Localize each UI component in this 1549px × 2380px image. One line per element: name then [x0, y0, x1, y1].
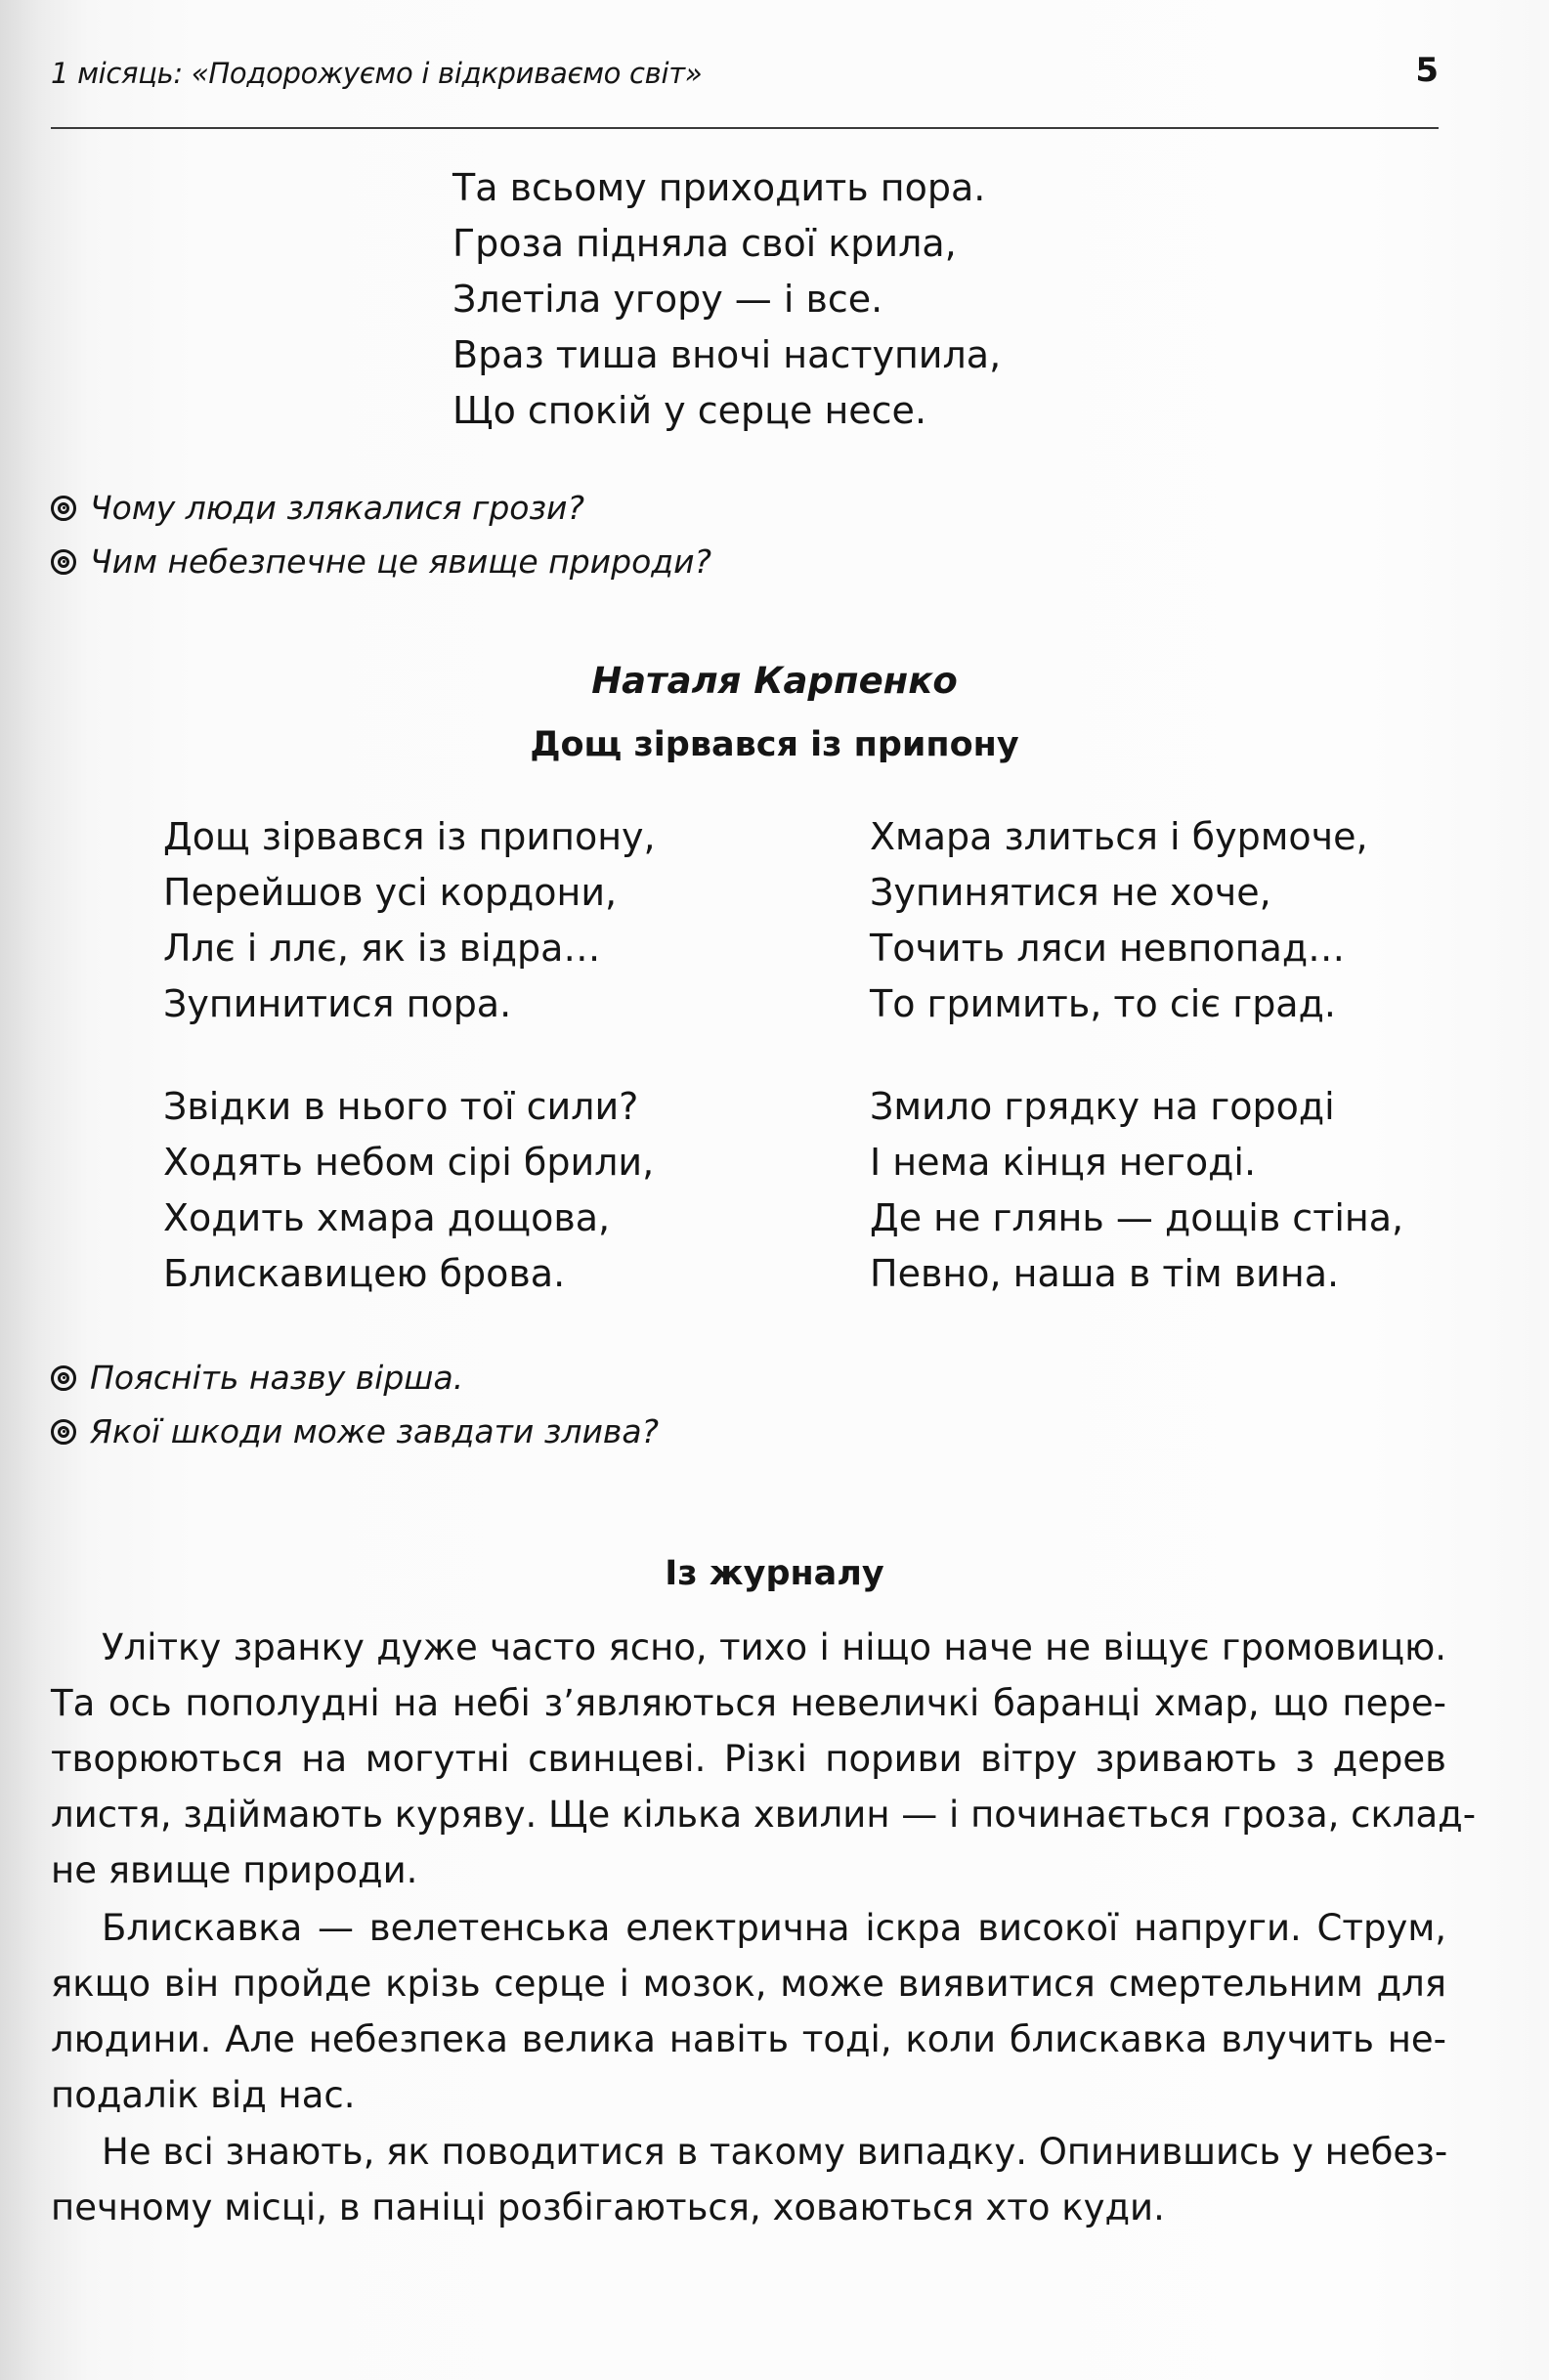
- paragraph-line: Блискавка — велетенська електрична іскра високої напруги. Струм,: [102, 1907, 1446, 1949]
- stanza-line: Змило грядку на городі: [870, 1085, 1335, 1128]
- paragraph-line: печному місці, в паніці розбігаються, ховаються хто куди.: [51, 2186, 1165, 2229]
- journal-paragraph-3: [51, 2124, 1446, 2235]
- poem-stanza-right-2: [870, 1079, 1403, 1302]
- stanza-line: Блискавицею брова.: [163, 1252, 566, 1295]
- question-target-icon: [51, 1419, 76, 1445]
- question-text: Поясніть назву вірша.: [90, 1359, 464, 1397]
- paragraph-line: не явище природи.: [51, 1849, 418, 1891]
- question-text: Чим небезпечне це явище природи?: [90, 542, 712, 581]
- paragraph-line: якщо він пройде крізь серце і мозок, може виявитися смертельним для: [51, 1963, 1446, 2005]
- question-item: [51, 1359, 463, 1397]
- poem-author: Наталя Карпенко: [591, 660, 958, 702]
- stanza-line: Де не глянь — дощів стіна,: [870, 1196, 1404, 1239]
- stanza-line: Звідки в нього тої сили?: [163, 1085, 639, 1128]
- journal-paragraph-1: [51, 1620, 1477, 1898]
- page-header: [51, 51, 1439, 109]
- paragraph-line: подалік від нас.: [51, 2074, 356, 2116]
- poem-title: Дощ зірвався із припону: [530, 725, 1019, 764]
- stanza-line: Ллє і ллє, як із відра…: [163, 927, 601, 970]
- running-title: 1 місяць: «Подорожуємо і відкриваємо світ»: [51, 57, 703, 90]
- poem-stanza-right-1: [870, 809, 1368, 1032]
- question-text: Чому люди злякалися грози?: [90, 489, 585, 527]
- question-target-icon: [51, 1365, 76, 1391]
- stanza-line: Зупинитися пора.: [163, 982, 512, 1025]
- stanza-line: То гримить, то сіє град.: [870, 982, 1336, 1025]
- poem-stanza-left-2: [163, 1079, 654, 1302]
- paragraph-line: Та ось пополудні на небі з’являються невеличкі баранці хмар, що пере-: [51, 1682, 1446, 1724]
- question-target-icon: [51, 549, 76, 575]
- question-item: [51, 1412, 659, 1450]
- page-number: 5: [1415, 51, 1439, 90]
- question-text: Якої шкоди може завдати злива?: [90, 1412, 660, 1450]
- stanza-line: Гроза підняла свої крила,: [452, 222, 957, 265]
- stanza-line: Певно, наша в тім вина.: [870, 1252, 1340, 1295]
- stanza-line: Дощ зірвався із припону,: [163, 815, 656, 858]
- stanza-line: І нема кінця негоді.: [870, 1141, 1257, 1184]
- stanza-line: Ходять небом сірі брили,: [163, 1141, 655, 1184]
- stanza-line: Та всьому приходить пора.: [452, 166, 986, 209]
- paragraph-line: Не всі знають, як поводитися в такому випадку. Опинившись у небез-: [102, 2131, 1448, 2173]
- paragraph-line: людини. Але небезпека велика навіть тоді, коли блискавка влучить не-: [51, 2018, 1446, 2060]
- stanza-line: Враз тиша вночі наступила,: [452, 333, 1002, 376]
- stanza-line: Хмара злиться і бурмоче,: [870, 815, 1368, 858]
- poem-stanza-left-1: [163, 809, 656, 1032]
- question-item: [51, 542, 711, 581]
- header-divider: [51, 127, 1439, 129]
- stanza-line: Ходить хмара дощова,: [163, 1196, 611, 1239]
- paragraph-line: творюються на могутні свинцеві. Різкі пориви вітру зривають з дерев: [51, 1738, 1446, 1780]
- stanza-line: Зупинятися не хоче,: [870, 871, 1271, 914]
- stanza-line: Перейшов усі кордони,: [163, 871, 618, 914]
- stanza-line: Що спокій у серце несе.: [452, 389, 927, 432]
- stanza-line: Злетіла угору — і все.: [452, 278, 883, 321]
- section-title: Із журналу: [665, 1554, 884, 1593]
- stanza-line: Точить ляси невпопад…: [870, 927, 1346, 970]
- intro-stanza: [452, 160, 1001, 439]
- paragraph-line: Улітку зранку дуже часто ясно, тихо і ніщо наче не віщує громовицю.: [102, 1626, 1446, 1668]
- question-target-icon: [51, 496, 76, 521]
- paragraph-line: листя, здіймають куряву. Ще кілька хвилин — і починається гроза, склад-: [51, 1794, 1477, 1836]
- question-item: [51, 489, 584, 527]
- journal-paragraph-2: [51, 1900, 1446, 2123]
